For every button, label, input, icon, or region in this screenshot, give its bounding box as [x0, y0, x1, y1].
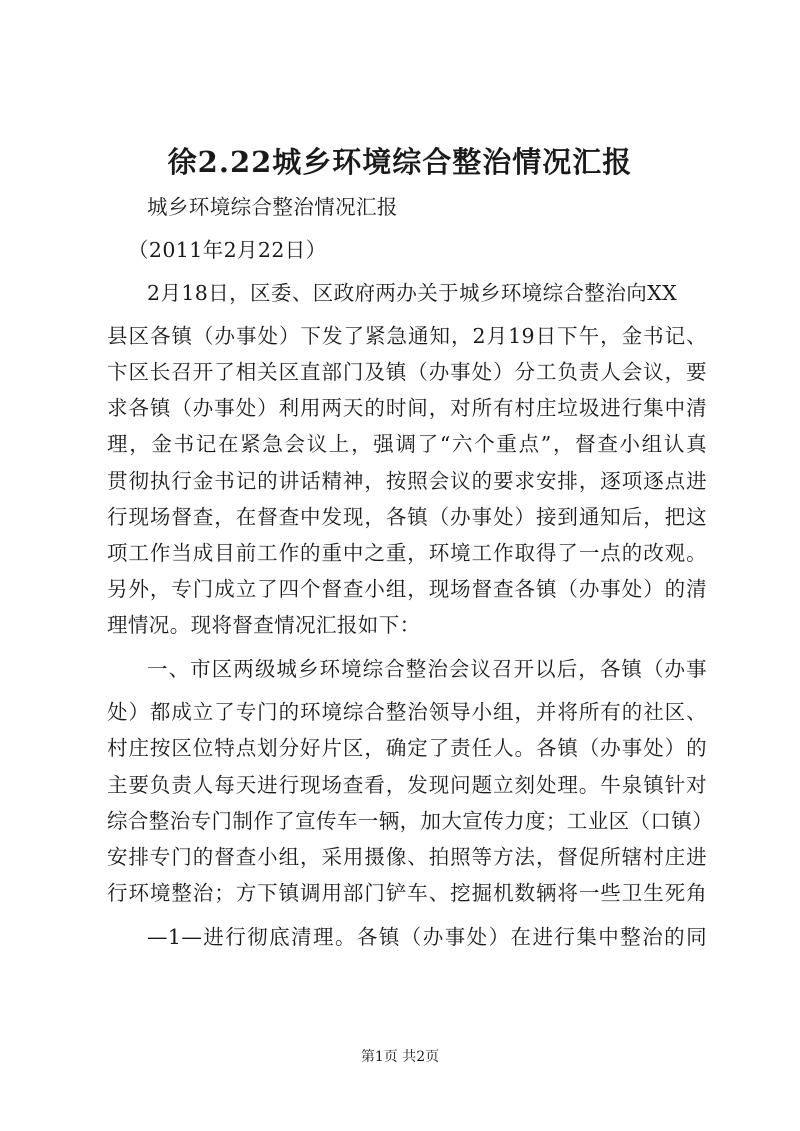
document-date: （2011年2月22日）	[128, 238, 327, 262]
paragraph-line: 理，金书记在紧急会议上，强调了“六个重点”，督查小组认真	[107, 432, 707, 456]
paragraph-line: 行现场督查，在督查中发现，各镇（办事处）接到通知后，把这	[107, 505, 707, 529]
paragraph-line: 另外，专门成立了四个督查小组，现场督查各镇（办事处）的清	[107, 577, 707, 601]
paragraph-line: 一、市区两级城乡环境综合整治会议召开以后，各镇（办事	[147, 657, 707, 681]
paragraph-line: 项工作当成目前工作的重中之重，环境工作取得了一点的改观。	[107, 541, 707, 565]
paragraph-line: 理情况。现将督查情况汇报如下：	[107, 613, 421, 637]
paragraph-line: 贯彻执行金书记的讲话精神，按照会议的要求安排，逐项逐点进	[107, 469, 707, 493]
paragraph-line: —1—进行彻底清理。各镇（办事处）在进行集中整治的同	[147, 925, 707, 949]
paragraph-line: 安排专门的督查小组，采用摄像、拍照等方法，督促所辖村庄进	[107, 845, 707, 869]
paragraph-line: 县区各镇（办事处）下发了紧急通知，2月19日下午，金书记、	[107, 324, 707, 348]
paragraph-line: 2月18日，区委、区政府两办关于城乡环境综合整治向XX	[147, 281, 678, 305]
document-title: 徐2.22城乡环境综合整治情况汇报	[167, 145, 633, 179]
document-subtitle: 城乡环境综合整治情况汇报	[147, 195, 398, 219]
page-number: 第1页 共2页	[360, 1049, 440, 1065]
paragraph-line: 村庄按区位特点划分好片区，确定了责任人。各镇（办事处）的	[107, 736, 707, 760]
paragraph-line: 主要负责人每天进行现场查看，发现问题立刻处理。牛泉镇针对	[107, 773, 707, 797]
paragraph-line: 处）都成立了专门的环境综合整治领导小组，并将所有的社区、	[107, 700, 707, 724]
paragraph-line: 综合整治专门制作了宣传车一辆，加大宣传力度；工业区（口镇）	[107, 809, 714, 833]
paragraph-line: 卞区长召开了相关区直部门及镇（办事处）分工负责人会议，要	[107, 360, 707, 384]
paragraph-line: 求各镇（办事处）利用两天的时间，对所有村庄垃圾进行集中清	[107, 396, 707, 420]
paragraph-line: 行环境整治；方下镇调用部门铲车、挖掘机数辆将一些卫生死角	[107, 881, 707, 905]
